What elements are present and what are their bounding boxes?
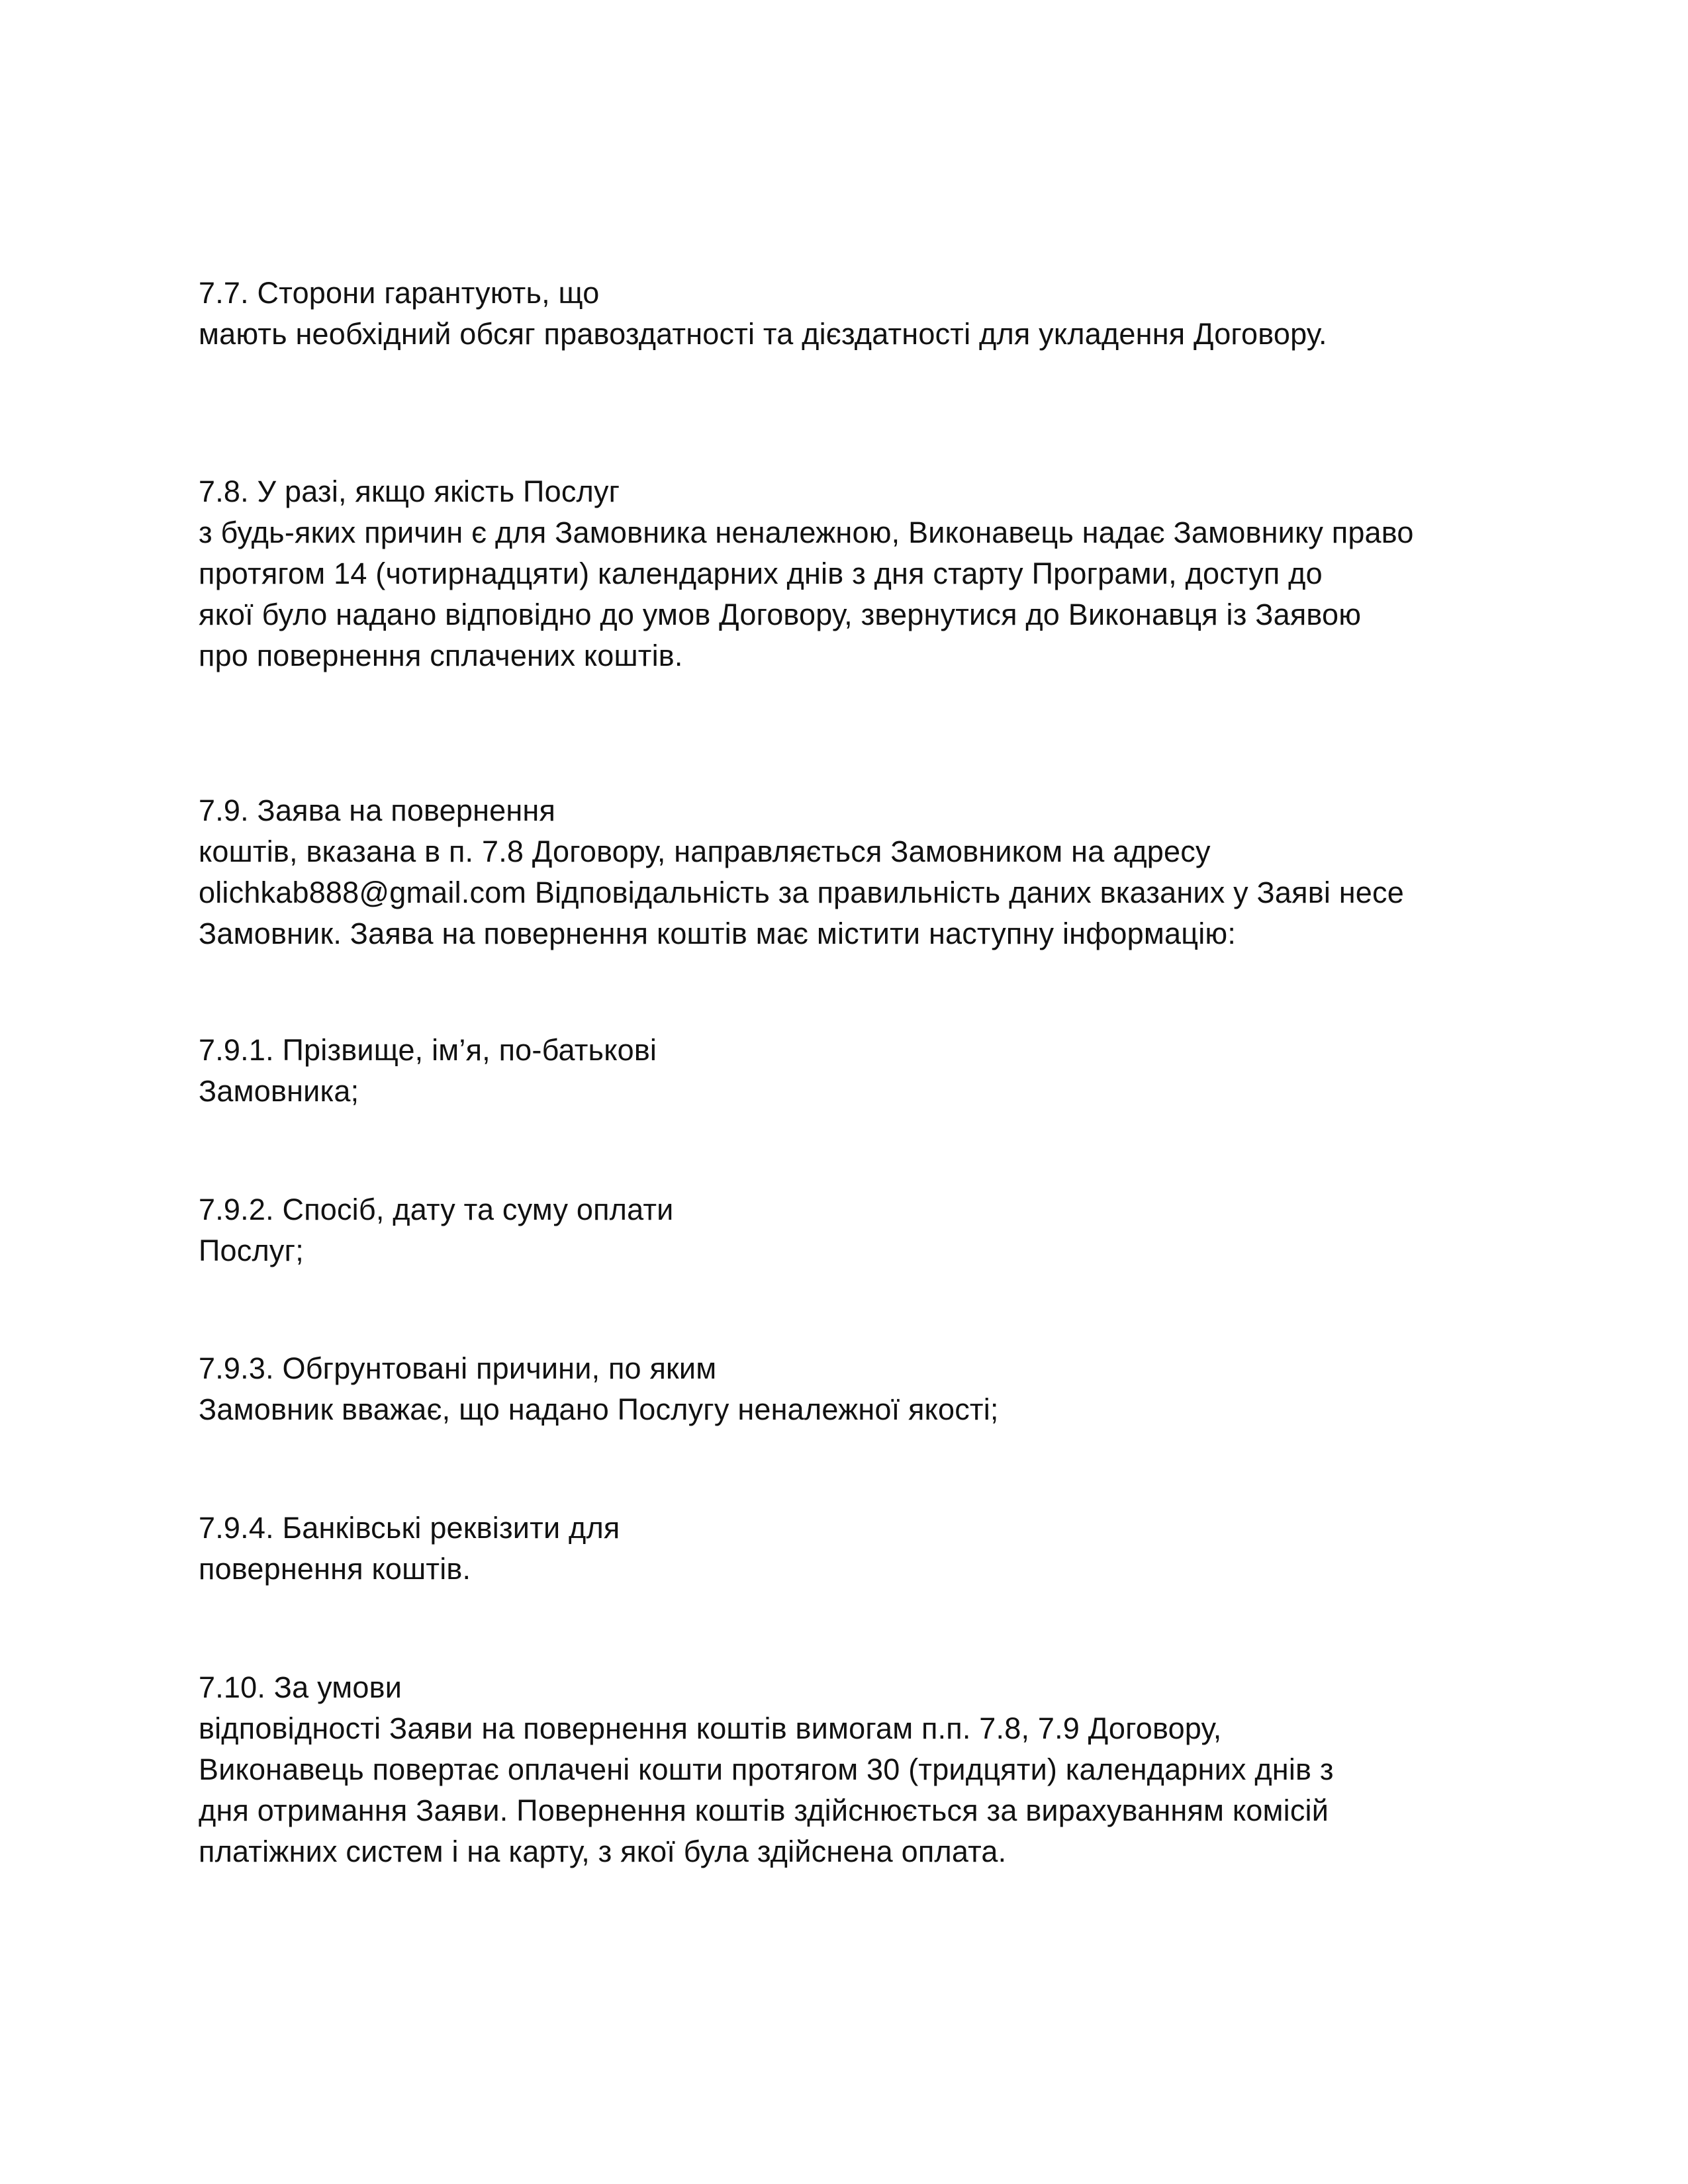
paragraph-line: 7.10. За умови (199, 1670, 402, 1704)
paragraph-line: мають необхідний обсяг правоздатності та дієздатності для укладення Договору. (199, 317, 1327, 351)
paragraph-line: 7.9.2. Спосіб, дату та суму оплати (199, 1193, 674, 1226)
paragraph-line: з будь-яких причин є для Замовника неналежною, Виконавець надає Замовнику право (199, 516, 1414, 549)
section-7-9-1 (199, 1030, 1489, 1112)
section-7-9-4 (199, 1508, 1489, 1590)
section-7-9 (199, 790, 1489, 954)
paragraph-line: повернення коштів. (199, 1552, 471, 1586)
paragraph-line: Виконавець повертає оплачені кошти протягом 30 (тридцяти) календарних днів з (199, 1752, 1334, 1786)
paragraph-line: olichkab888@gmail.com Відповідальність за правильність даних вказаних у Заяві несе (199, 876, 1404, 909)
section-7-8 (199, 471, 1489, 676)
paragraph-line: 7.7. Сторони гарантують, що (199, 276, 600, 310)
paragraph-line: Замовника; (199, 1074, 359, 1108)
paragraph-line: Замовник. Заява на повернення коштів має містити наступну інформацію: (199, 917, 1237, 950)
paragraph-line: 7.9.4. Банківські реквізити для (199, 1511, 620, 1545)
paragraph-line: Послуг; (199, 1234, 304, 1267)
paragraph-line: дня отримання Заяви. Повернення коштів здійснюється за вирахуванням комісій (199, 1794, 1329, 1827)
paragraph-line: платіжних систем і на карту, з якої була здійснена оплата. (199, 1835, 1007, 1868)
paragraph-line: 7.9. Заява на повернення (199, 794, 556, 827)
paragraph-line: коштів, вказана в п. 7.8 Договору, направляється Замовником на адресу (199, 835, 1211, 868)
section-7-9-2 (199, 1189, 1489, 1271)
paragraph-line: про повернення сплачених коштів. (199, 639, 683, 672)
paragraph-line: 7.9.3. Обгрунтовані причини, по яким (199, 1351, 717, 1385)
paragraph-line: протягом 14 (чотирнадцяти) календарних днів з дня старту Програми, доступ до (199, 557, 1323, 590)
paragraph-line: відповідності Заяви на повернення коштів вимогам п.п. 7.8, 7.9 Договору, (199, 1711, 1222, 1745)
paragraph-line: 7.9.1. Прізвище, ім’я, по-батькові (199, 1033, 657, 1067)
section-7-9-3 (199, 1348, 1489, 1430)
section-7-7 (199, 273, 1489, 355)
paragraph-line: 7.8. У разі, якщо якість Послуг (199, 475, 620, 508)
paragraph-line: якої було надано відповідно до умов Договору, звернутися до Виконавця із Заявою (199, 598, 1362, 631)
paragraph-line: Замовник вважає, що надано Послугу неналежної якості; (199, 1392, 999, 1426)
section-7-10 (199, 1667, 1489, 1872)
